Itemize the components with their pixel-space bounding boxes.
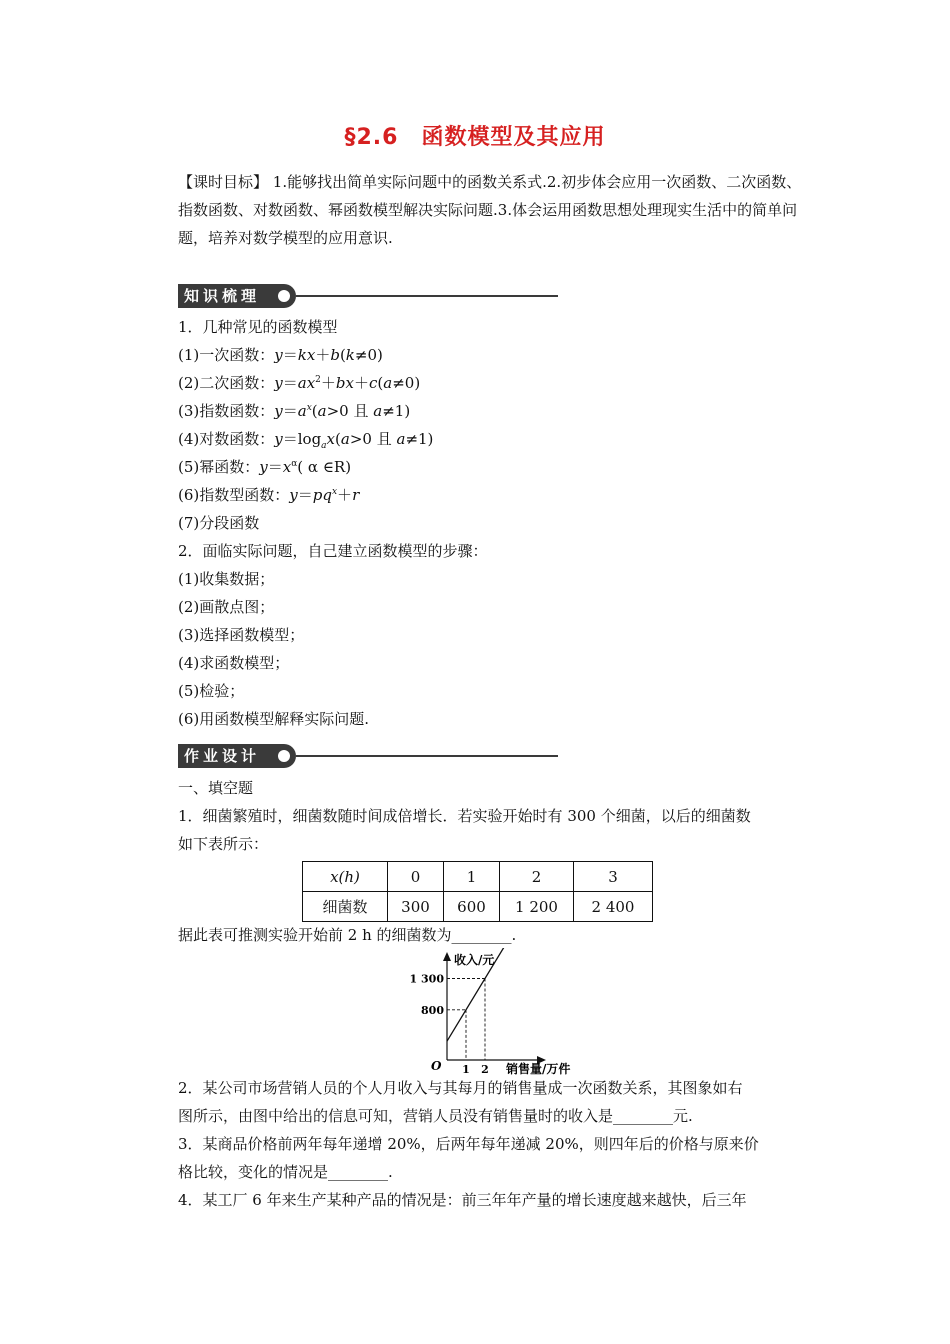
y-tick-label: 800 xyxy=(421,1003,444,1017)
table-cell: 300 xyxy=(388,892,444,922)
step-item: (6)用函数模型解释实际问题. xyxy=(178,710,370,728)
table-cell: 1 200 xyxy=(500,892,574,922)
table-cell: 0 xyxy=(388,862,444,892)
model-logarithmic: (4)对数函数：$y=\log_ax(a>0$ 且 a≠1) xyxy=(178,430,434,451)
page-title: §2.6 函数模型及其应用 xyxy=(344,125,606,150)
income-chart xyxy=(400,948,600,1076)
model-linear: (1)一次函数：y＝kx＋b(k≠0) xyxy=(178,346,383,364)
table-cell: 2 400 xyxy=(574,892,653,922)
question-4-line: 4．某工厂 6 年来生产某种产品的情况是：前三年年产量的增长速度越来越快，后三年 xyxy=(178,1191,747,1209)
objective-text: 1.能够找出简单实际问题中的函数关系式.2.初步体会应用一次函数、二次函数、指数函数、对数函数、幂函数模型解决实际问题.3.体会运用函数思想处理现实生活中的简单问题，培养对数学模型的应用意识. xyxy=(178,173,802,247)
steps-heading: 2．面临实际问题，自己建立函数模型的步骤： xyxy=(178,542,488,560)
models-heading: 1．几种常见的函数模型 xyxy=(178,318,338,336)
y-axis-label: 收入/元 xyxy=(454,953,495,967)
step-item: (5)检验； xyxy=(178,682,245,700)
table-row xyxy=(303,862,653,892)
x-tick-label: 2 xyxy=(481,1063,489,1076)
x-axis-label: 销售量/万件 xyxy=(506,1062,571,1076)
y-tick-label: 1 300 xyxy=(409,972,444,986)
table-cell: 2 xyxy=(500,862,574,892)
table-cell: x(h) xyxy=(303,862,388,892)
x-tick-label: 1 xyxy=(462,1063,470,1076)
table-row xyxy=(303,892,653,922)
model-exponential: (3)指数函数：$y=a^x(a>0$ 且 a≠1) xyxy=(178,402,411,420)
bacteria-table xyxy=(302,861,653,922)
table-cell: 细菌数 xyxy=(303,892,388,922)
question-2-line: 图所示，由图中给出的信息可知，营销人员没有销售量时的收入是________元. xyxy=(178,1107,693,1125)
question-1-line: 1．细菌繁殖时，细菌数随时间成倍增长．若实验开始时有 300 个细菌，以后的细菌数 xyxy=(178,807,751,825)
banner-label: 作业设计 xyxy=(178,744,296,768)
step-item: (1)收集数据； xyxy=(178,570,275,588)
table-cell: 3 xyxy=(574,862,653,892)
banner-label: 知识梳理 xyxy=(178,284,296,308)
y-axis-arrow xyxy=(443,952,451,961)
banner-rule xyxy=(296,295,558,297)
question-3-line: 3．某商品价格前两年每年递增 20%，后两年每年递减 20%，则四年后的价格与原来价 xyxy=(178,1135,759,1153)
step-item: (2)画散点图； xyxy=(178,598,275,616)
origin-label: O xyxy=(431,1059,442,1073)
part-heading: 一、填空题 xyxy=(178,779,254,797)
step-item: (4)求函数模型； xyxy=(178,654,290,672)
banner-rule xyxy=(296,755,558,757)
model-exponential-type: (6)指数型函数：$y=pq^x+r$ xyxy=(178,486,360,504)
question-1-line: 如下表所示： xyxy=(178,835,269,853)
banner-dot-icon xyxy=(278,290,290,302)
question-1-line: 据此表可推测实验开始前 2 h 的细菌数为________. xyxy=(178,926,517,944)
model-quadratic: (2)二次函数：$y=ax^2+bx+c(a\ne 0)$ xyxy=(178,374,421,392)
table-cell: 1 xyxy=(444,862,500,892)
model-power: (5)幂函数：$y=x^\alpha$( α ∈R) xyxy=(178,458,352,476)
question-2-line: 2．某公司市场营销人员的个人月收入与其每月的销售量成一次函数关系，其图象如右 xyxy=(178,1079,743,1097)
objective-label: 【课时目标】 xyxy=(178,173,269,191)
step-item: (3)选择函数模型； xyxy=(178,626,305,644)
banner-dot-icon xyxy=(278,750,290,762)
model-piecewise: (7)分段函数 xyxy=(178,514,260,532)
lesson-objective xyxy=(178,168,810,252)
table-cell: 600 xyxy=(444,892,500,922)
question-3-line: 格比较，变化的情况是________. xyxy=(178,1163,393,1181)
